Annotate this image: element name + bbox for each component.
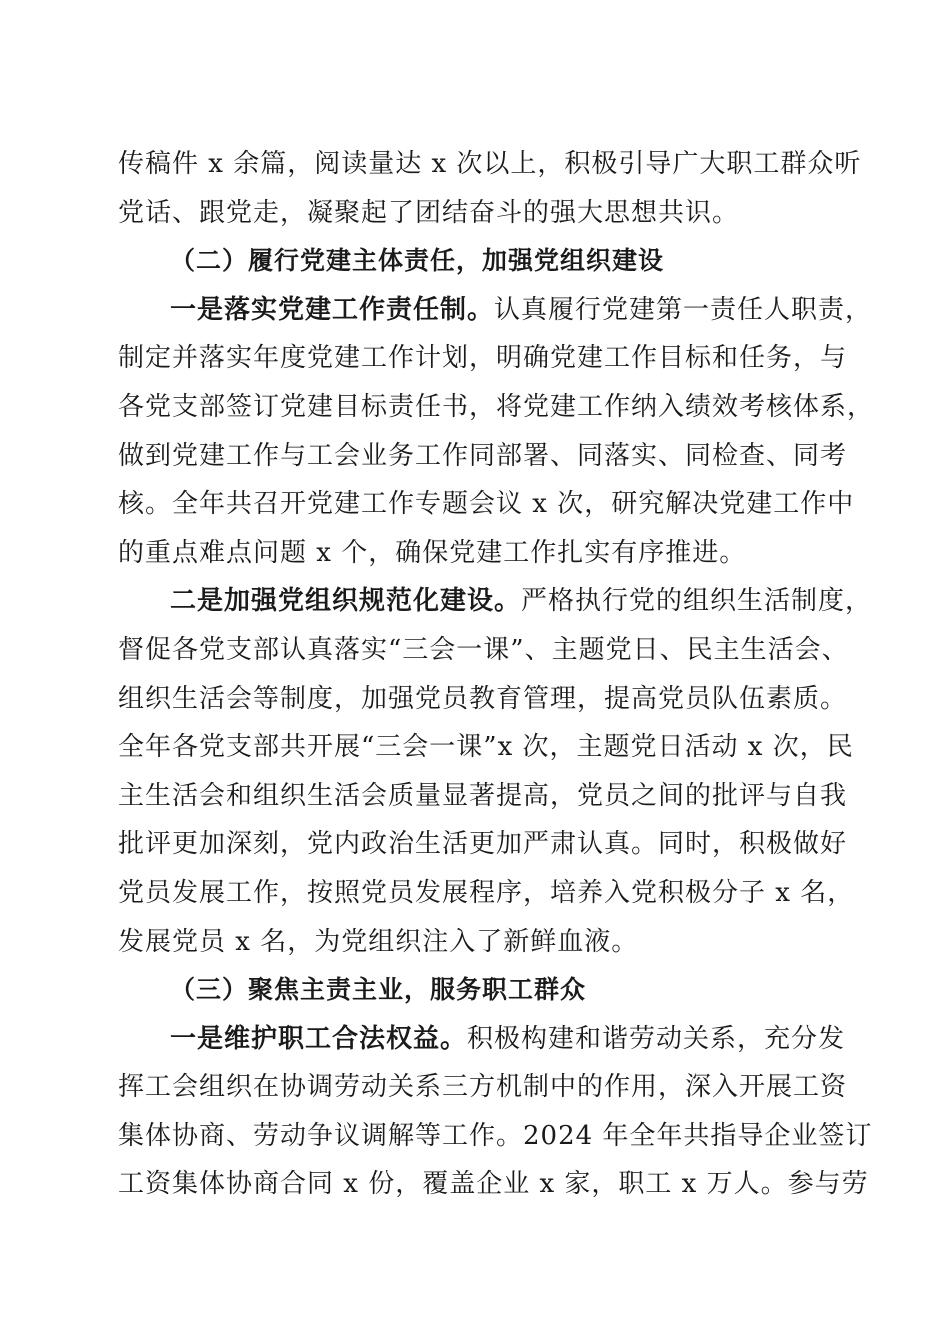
body-line: 组织生活会等制度，加强党员教育管理，提高党员队伍素质。 — [118, 683, 848, 714]
body-line: 传稿件 x 余篇，阅读量达 x 次以上，积极引导广大职工群众听 — [118, 149, 862, 179]
paragraph-lead: 一是落实党建工作责任制。 — [170, 294, 495, 325]
body-line: 发展党员 x 名，为党组织注入了新鲜血液。 — [118, 926, 639, 957]
body-line: 挥工会组织在协调劳动关系三方机制中的作用，深入开展工资 — [118, 1072, 848, 1103]
section-heading: （三）聚焦主责主业，服务职工群众 — [170, 975, 587, 1005]
body-line: 党员发展工作，按照党员发展程序，培养入党积极分子 x 名， — [118, 877, 855, 908]
body-line: 集体协商、劳动争议调解等工作。2024 年全年共指导企业签订 — [118, 1120, 873, 1151]
paragraph-first-line — [118, 286, 873, 335]
body-line: 主生活会和组织生活会质量显著提高，党员之间的批评与自我 — [118, 780, 848, 811]
paragraph-text: 积极构建和谐劳动关系，充分发 — [467, 1023, 846, 1054]
body-line: 的重点难点问题 x 个，确保党建工作扎实有序推进。 — [118, 537, 747, 568]
body-line: 工资集体协商合同 x 份，覆盖企业 x 家，职工 x 万人。参与劳 — [118, 1169, 869, 1200]
section-heading: （二）履行党建主体责任，加强党组织建设 — [170, 246, 665, 276]
body-line: 制定并落实年度党建工作计划，明确党建工作目标和任务，与 — [118, 343, 848, 374]
paragraph-first-line — [118, 577, 873, 626]
paragraph-lead: 一是维护职工合法权益。 — [170, 1023, 468, 1054]
body-line: 核。全年共召开党建工作专题会议 x 次，研究解决党建工作中 — [118, 489, 855, 520]
document-body — [118, 140, 875, 1209]
paragraph-text: 认真履行党建第一责任人职责， — [494, 294, 873, 325]
body-line: 各党支部签订党建目标责任书，将党建工作纳入绩效考核体系， — [118, 391, 875, 422]
body-line: 党话、跟党走，凝聚起了团结奋斗的强大思想共识。 — [118, 197, 740, 228]
paragraph-lead: 二是加强党组织规范化建设。 — [170, 586, 522, 617]
body-line: 做到党建工作与工会业务工作同部署、同落实、同检查、同考 — [118, 440, 848, 471]
body-line: 批评更加深刻，党内政治生活更加严肃认真。同时，积极做好 — [118, 829, 848, 860]
body-line: 全年各党支部共开展“三会一课”x 次，主题党日活动 x 次，民 — [118, 732, 854, 763]
paragraph-text: 严格执行党的组织生活制度， — [521, 586, 873, 617]
paragraph-first-line — [118, 1015, 846, 1064]
body-line: 督促各党支部认真落实“三会一课”、主题党日、民主生活会、 — [118, 634, 849, 665]
